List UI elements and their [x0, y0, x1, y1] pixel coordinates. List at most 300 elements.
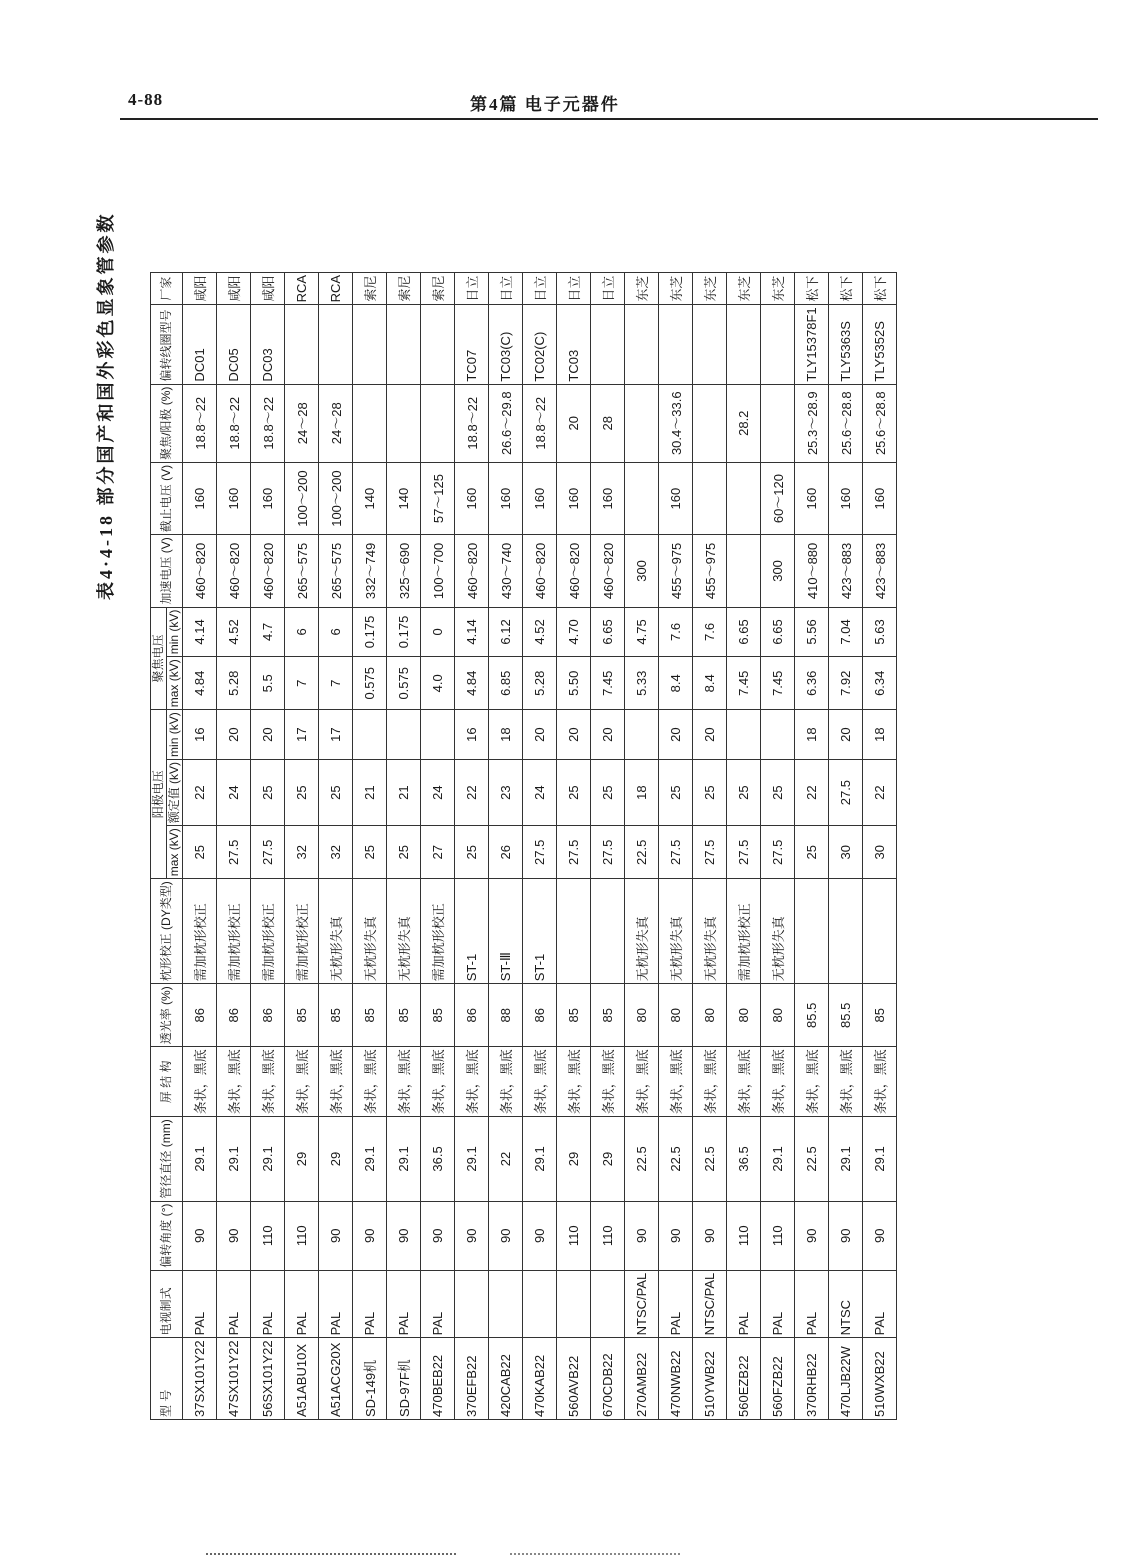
cell-fmin: 6: [319, 607, 353, 657]
cell-screen: 条状，黑底: [183, 1047, 217, 1117]
cell-fmin: 5.56: [795, 607, 829, 657]
cell-trans: 85.5: [829, 984, 863, 1047]
cell-trans: 80: [727, 984, 761, 1047]
cell-arated: 18: [625, 759, 659, 825]
cell-tv: PAL: [251, 1270, 285, 1338]
cell-maker: 东芝: [625, 272, 659, 304]
cell-model: 37SX101Y22: [183, 1338, 217, 1420]
cell-fmin: 4.14: [183, 607, 217, 657]
cell-ratio: 25.6～28.8: [829, 384, 863, 462]
cell-acc: 460～820: [183, 535, 217, 607]
cell-trans: 85.5: [795, 984, 829, 1047]
cell-amax: 25: [455, 826, 489, 879]
cell-arated: 25: [693, 759, 727, 825]
cell-screen: 条状，黑底: [285, 1047, 319, 1117]
cell-defl: 110: [761, 1201, 795, 1270]
cell-neck: 29.1: [523, 1117, 557, 1201]
table-row: [625, 272, 659, 1419]
scan-artifact: [206, 1553, 456, 1555]
cell-fmin: 6.12: [489, 607, 523, 657]
cell-tv: [523, 1270, 557, 1338]
cell-cut: 160: [217, 462, 251, 534]
cell-acc: 325～690: [387, 535, 421, 607]
cell-yoke: TLY15378F1: [795, 305, 829, 384]
cell-amin: 20: [251, 710, 285, 760]
cell-defl: 110: [557, 1201, 591, 1270]
cell-amax: 27: [421, 826, 455, 879]
cell-defl: 110: [727, 1201, 761, 1270]
table-row: [251, 272, 285, 1419]
cell-yoke: [727, 305, 761, 384]
cell-tv: PAL: [421, 1270, 455, 1338]
cell-amin: [761, 710, 795, 760]
cell-yoke: TC03(C): [489, 305, 523, 384]
cell-amax: 27.5: [251, 826, 285, 879]
cell-arated: 25: [761, 759, 795, 825]
cell-yoke: TLY5363S: [829, 305, 863, 384]
cell-tv: PAL: [285, 1270, 319, 1338]
header-tv-system: 电视制式: [151, 1270, 183, 1338]
cell-maker: 咸阳: [251, 272, 285, 304]
cell-defl: 110: [591, 1201, 625, 1270]
cell-maker: 咸阳: [183, 272, 217, 304]
cell-yoke: [285, 305, 319, 384]
cell-model: SD-97F机: [387, 1338, 421, 1420]
cell-screen: 条状，黑底: [251, 1047, 285, 1117]
cell-model: 470BEB22: [421, 1338, 455, 1420]
cell-ratio: 28: [591, 384, 625, 462]
cell-defl: 110: [285, 1201, 319, 1270]
cell-amax: 30: [829, 826, 863, 879]
table-row: [455, 272, 489, 1419]
cell-fmin: 6: [285, 607, 319, 657]
cell-defl: 90: [625, 1201, 659, 1270]
cell-fmax: 0.575: [353, 657, 387, 710]
cell-amin: 20: [659, 710, 693, 760]
cell-arated: 25: [727, 759, 761, 825]
cell-pin: 无枕形失真: [625, 879, 659, 984]
cell-maker: 日立: [523, 272, 557, 304]
cell-arated: 25: [591, 759, 625, 825]
cell-acc: 460～820: [523, 535, 557, 607]
cell-model: A51ACG20X: [319, 1338, 353, 1420]
cell-model: 47SX101Y22: [217, 1338, 251, 1420]
cell-maker: 日立: [489, 272, 523, 304]
cell-screen: 条状，黑底: [489, 1047, 523, 1117]
cell-yoke: TLY5352S: [863, 305, 897, 384]
header-anode-group: 阳极电压: [151, 710, 167, 879]
cell-amin: 20: [591, 710, 625, 760]
cell-fmin: 4.75: [625, 607, 659, 657]
cell-pin: [829, 879, 863, 984]
cell-neck: 29: [285, 1117, 319, 1201]
cell-trans: 85: [285, 984, 319, 1047]
cell-pin: 需加枕形校正: [421, 879, 455, 984]
rotated-table-container: [150, 272, 897, 1420]
cell-neck: 29: [557, 1117, 591, 1201]
cell-fmin: 4.52: [523, 607, 557, 657]
cell-trans: 80: [693, 984, 727, 1047]
cell-arated: 24: [421, 759, 455, 825]
cell-model: SD-149机: [353, 1338, 387, 1420]
cell-model: 370EFB22: [455, 1338, 489, 1420]
cell-defl: 90: [489, 1201, 523, 1270]
cell-arated: 21: [353, 759, 387, 825]
cell-cut: 140: [353, 462, 387, 534]
cell-fmax: 6.36: [795, 657, 829, 710]
header-screen: 屏 结 构: [151, 1047, 183, 1117]
cell-cut: 160: [183, 462, 217, 534]
cell-amin: 20: [523, 710, 557, 760]
cell-acc: 430～740: [489, 535, 523, 607]
cell-screen: 条状，黑底: [455, 1047, 489, 1117]
cell-amin: [625, 710, 659, 760]
cell-trans: 80: [761, 984, 795, 1047]
cell-fmin: 4.52: [217, 607, 251, 657]
cell-neck: 29: [319, 1117, 353, 1201]
cell-trans: 86: [523, 984, 557, 1047]
cell-defl: 90: [217, 1201, 251, 1270]
cell-maker: 咸阳: [217, 272, 251, 304]
cell-amin: 16: [455, 710, 489, 760]
cell-model: A51ABU10X: [285, 1338, 319, 1420]
cell-maker: 索尼: [421, 272, 455, 304]
cell-tv: PAL: [659, 1270, 693, 1338]
cell-fmin: 4.70: [557, 607, 591, 657]
header-transmission: 透光率 (%): [151, 984, 183, 1047]
cell-yoke: [625, 305, 659, 384]
cell-tv: PAL: [727, 1270, 761, 1338]
cell-model: 370RHB22: [795, 1338, 829, 1420]
cell-model: 420CAB22: [489, 1338, 523, 1420]
cell-fmax: 5.28: [523, 657, 557, 710]
cell-amin: 18: [795, 710, 829, 760]
cell-fmax: 7: [285, 657, 319, 710]
cell-yoke: [693, 305, 727, 384]
cell-screen: 条状，黑底: [727, 1047, 761, 1117]
cell-fmin: 5.63: [863, 607, 897, 657]
cell-neck: 36.5: [727, 1117, 761, 1201]
cell-trans: 88: [489, 984, 523, 1047]
cell-screen: 条状，黑底: [863, 1047, 897, 1117]
cell-pin: 需加枕形校正: [727, 879, 761, 984]
cell-screen: 条状，黑底: [693, 1047, 727, 1117]
cell-amax: 25: [387, 826, 421, 879]
cell-acc: 460～820: [455, 535, 489, 607]
cell-fmin: 0.175: [387, 607, 421, 657]
cell-cut: 160: [591, 462, 625, 534]
cell-neck: 29.1: [761, 1117, 795, 1201]
cell-amin: [727, 710, 761, 760]
cell-tv: PAL: [795, 1270, 829, 1338]
cell-cut: 57～125: [421, 462, 455, 534]
cell-neck: 29.1: [217, 1117, 251, 1201]
cell-fmax: 5.33: [625, 657, 659, 710]
cell-acc: [727, 535, 761, 607]
table-row: [285, 272, 319, 1419]
cell-fmax: 7: [319, 657, 353, 710]
cell-acc: 265～575: [285, 535, 319, 607]
cell-acc: 455～975: [659, 535, 693, 607]
cell-neck: 29.1: [863, 1117, 897, 1201]
cell-pin: ST-1: [523, 879, 557, 984]
cell-cut: [693, 462, 727, 534]
cell-model: 56SX101Y22: [251, 1338, 285, 1420]
cell-cut: [625, 462, 659, 534]
cell-arated: 25: [557, 759, 591, 825]
cell-yoke: DC01: [183, 305, 217, 384]
cell-trans: 86: [251, 984, 285, 1047]
table-row: [557, 272, 591, 1419]
cell-amin: 20: [557, 710, 591, 760]
cell-model: 560FZB22: [761, 1338, 795, 1420]
cell-amax: 27.5: [659, 826, 693, 879]
cell-acc: 460～820: [251, 535, 285, 607]
cell-arated: 24: [217, 759, 251, 825]
header-maker: 厂家: [151, 272, 183, 304]
cell-cut: 160: [557, 462, 591, 534]
cell-yoke: [387, 305, 421, 384]
cell-cut: 100～200: [319, 462, 353, 534]
cell-amax: 27.5: [693, 826, 727, 879]
cell-tv: PAL: [387, 1270, 421, 1338]
cell-yoke: [591, 305, 625, 384]
cell-ratio: 18.8～22: [523, 384, 557, 462]
cell-neck: 29.1: [353, 1117, 387, 1201]
table-row: [353, 272, 387, 1419]
cell-yoke: TC02(C): [523, 305, 557, 384]
header-cutoff: 截止电压 (V): [151, 462, 183, 534]
cell-arated: 25: [251, 759, 285, 825]
cell-fmax: 4.84: [183, 657, 217, 710]
cell-screen: 条状，黑底: [387, 1047, 421, 1117]
cell-defl: 90: [319, 1201, 353, 1270]
cell-ratio: 28.2: [727, 384, 761, 462]
cell-cut: 160: [795, 462, 829, 534]
cell-amin: [421, 710, 455, 760]
cell-maker: 日立: [591, 272, 625, 304]
header-anode-min: min (kV): [167, 710, 183, 760]
cell-tv: PAL: [183, 1270, 217, 1338]
cell-model: 470NWB22: [659, 1338, 693, 1420]
cell-cut: 100～200: [285, 462, 319, 534]
cell-arated: 22: [863, 759, 897, 825]
cell-fmax: 0.575: [387, 657, 421, 710]
cell-neck: 22.5: [625, 1117, 659, 1201]
header-ratio: 聚焦/阳极 (%): [151, 384, 183, 462]
cell-defl: 90: [523, 1201, 557, 1270]
cell-screen: 条状，黑底: [761, 1047, 795, 1117]
header-accel: 加速电压 (V): [151, 535, 183, 607]
cell-yoke: DC03: [251, 305, 285, 384]
cell-acc: 423～883: [863, 535, 897, 607]
cell-trans: 80: [625, 984, 659, 1047]
cell-ratio: [387, 384, 421, 462]
table-row: [319, 272, 353, 1419]
cell-fmax: 8.4: [659, 657, 693, 710]
cell-ratio: 18.8～22: [217, 384, 251, 462]
cell-yoke: [659, 305, 693, 384]
cell-maker: 东芝: [727, 272, 761, 304]
cell-neck: 22: [489, 1117, 523, 1201]
cell-amin: 18: [863, 710, 897, 760]
cell-yoke: TC03: [557, 305, 591, 384]
cell-pin: 需加枕形校正: [217, 879, 251, 984]
cell-fmin: 7.04: [829, 607, 863, 657]
header-pincushion: 枕形校正 (DY类型): [151, 879, 183, 984]
cell-ratio: 24～28: [285, 384, 319, 462]
cell-pin: [557, 879, 591, 984]
cell-amax: 25: [795, 826, 829, 879]
cell-fmax: 8.4: [693, 657, 727, 710]
cell-amax: 25: [183, 826, 217, 879]
cell-pin: [863, 879, 897, 984]
cell-fmin: 6.65: [727, 607, 761, 657]
cell-maker: 东芝: [693, 272, 727, 304]
cell-cut: 160: [863, 462, 897, 534]
cell-ratio: 24～28: [319, 384, 353, 462]
cell-maker: 松下: [829, 272, 863, 304]
cell-tv: NTSC/PAL: [625, 1270, 659, 1338]
cell-ratio: 26.6～29.8: [489, 384, 523, 462]
cell-trans: 85: [557, 984, 591, 1047]
cell-screen: 条状，黑底: [795, 1047, 829, 1117]
cell-pin: 无枕形失真: [659, 879, 693, 984]
cell-maker: 东芝: [659, 272, 693, 304]
table-row: [795, 272, 829, 1419]
cell-neck: 22.5: [693, 1117, 727, 1201]
cell-fmax: 7.45: [591, 657, 625, 710]
cell-neck: 22.5: [795, 1117, 829, 1201]
cell-acc: 300: [625, 535, 659, 607]
cell-amax: 32: [319, 826, 353, 879]
cell-amax: 27.5: [591, 826, 625, 879]
cell-pin: 需加枕形校正: [183, 879, 217, 984]
cell-amax: 27.5: [217, 826, 251, 879]
cell-acc: 300: [761, 535, 795, 607]
header-focus-min: min (kV): [167, 607, 183, 657]
cell-fmax: 7.92: [829, 657, 863, 710]
table-row: [183, 272, 217, 1419]
cell-acc: 460～820: [557, 535, 591, 607]
cell-amax: 27.5: [727, 826, 761, 879]
cell-defl: 90: [183, 1201, 217, 1270]
cell-defl: 110: [251, 1201, 285, 1270]
cell-fmax: 5.28: [217, 657, 251, 710]
cell-trans: 85: [353, 984, 387, 1047]
cell-amin: 17: [319, 710, 353, 760]
chapter-title: 第4篇 电子元器件: [470, 95, 620, 114]
cell-cut: [727, 462, 761, 534]
cell-trans: 85: [591, 984, 625, 1047]
cell-fmin: 0: [421, 607, 455, 657]
cell-amin: 20: [829, 710, 863, 760]
cell-arated: 27.5: [829, 759, 863, 825]
cell-fmax: 7.45: [761, 657, 795, 710]
cell-tv: [455, 1270, 489, 1338]
cell-screen: 条状，黑底: [421, 1047, 455, 1117]
cell-defl: 90: [353, 1201, 387, 1270]
cell-pin: 无枕形失真: [319, 879, 353, 984]
cell-acc: 423～883: [829, 535, 863, 607]
cell-amax: 32: [285, 826, 319, 879]
table-body: [183, 272, 897, 1419]
cell-acc: 265～575: [319, 535, 353, 607]
cell-amax: 27.5: [761, 826, 795, 879]
table-row: [591, 272, 625, 1419]
cell-cut: 160: [489, 462, 523, 534]
cell-acc: 460～820: [217, 535, 251, 607]
cell-screen: 条状，黑底: [829, 1047, 863, 1117]
cell-fmax: 6.34: [863, 657, 897, 710]
cell-tv: [557, 1270, 591, 1338]
header-divider: [120, 118, 1098, 120]
cell-trans: 86: [183, 984, 217, 1047]
cell-fmax: 6.85: [489, 657, 523, 710]
cell-tv: PAL: [217, 1270, 251, 1338]
cell-ratio: [353, 384, 387, 462]
cell-screen: 条状，黑底: [625, 1047, 659, 1117]
cell-pin: 无枕形失真: [761, 879, 795, 984]
cell-amax: 25: [353, 826, 387, 879]
cell-model: 470KAB22: [523, 1338, 557, 1420]
cell-model: 560EZB22: [727, 1338, 761, 1420]
cell-arated: 22: [455, 759, 489, 825]
cell-screen: 条状，黑底: [591, 1047, 625, 1117]
cell-yoke: TC07: [455, 305, 489, 384]
header-focus-max: max (kV): [167, 657, 183, 710]
crt-parameter-table: [150, 272, 897, 1420]
cell-arated: 23: [489, 759, 523, 825]
cell-screen: 条状，黑底: [557, 1047, 591, 1117]
table-row: [829, 272, 863, 1419]
cell-model: 270AMB22: [625, 1338, 659, 1420]
cell-pin: 无枕形失真: [693, 879, 727, 984]
table-row: [489, 272, 523, 1419]
cell-acc: 460～820: [591, 535, 625, 607]
cell-fmax: 5.5: [251, 657, 285, 710]
cell-fmin: 7.6: [659, 607, 693, 657]
cell-pin: 无枕形失真: [387, 879, 421, 984]
cell-yoke: [319, 305, 353, 384]
cell-defl: 90: [693, 1201, 727, 1270]
table-caption: 表4·4-18 部分国产和国外彩色显象管参数: [96, 211, 116, 600]
cell-defl: 90: [829, 1201, 863, 1270]
cell-screen: 条状，黑底: [319, 1047, 353, 1117]
cell-yoke: [421, 305, 455, 384]
cell-arated: 24: [523, 759, 557, 825]
cell-ratio: 18.8～22: [251, 384, 285, 462]
cell-tv: NTSC: [829, 1270, 863, 1338]
cell-ratio: [421, 384, 455, 462]
cell-maker: 索尼: [353, 272, 387, 304]
cell-ratio: [693, 384, 727, 462]
cell-ratio: 30.4～33.6: [659, 384, 693, 462]
cell-maker: 日立: [455, 272, 489, 304]
cell-tv: PAL: [761, 1270, 795, 1338]
cell-neck: 29.1: [183, 1117, 217, 1201]
cell-defl: 90: [863, 1201, 897, 1270]
cell-amin: 17: [285, 710, 319, 760]
cell-maker: 日立: [557, 272, 591, 304]
cell-tv: PAL: [863, 1270, 897, 1338]
cell-tv: [489, 1270, 523, 1338]
cell-amin: 20: [693, 710, 727, 760]
cell-fmin: 6.65: [761, 607, 795, 657]
table-row: [659, 272, 693, 1419]
cell-pin: ST-Ⅲ: [489, 879, 523, 984]
cell-defl: 90: [795, 1201, 829, 1270]
